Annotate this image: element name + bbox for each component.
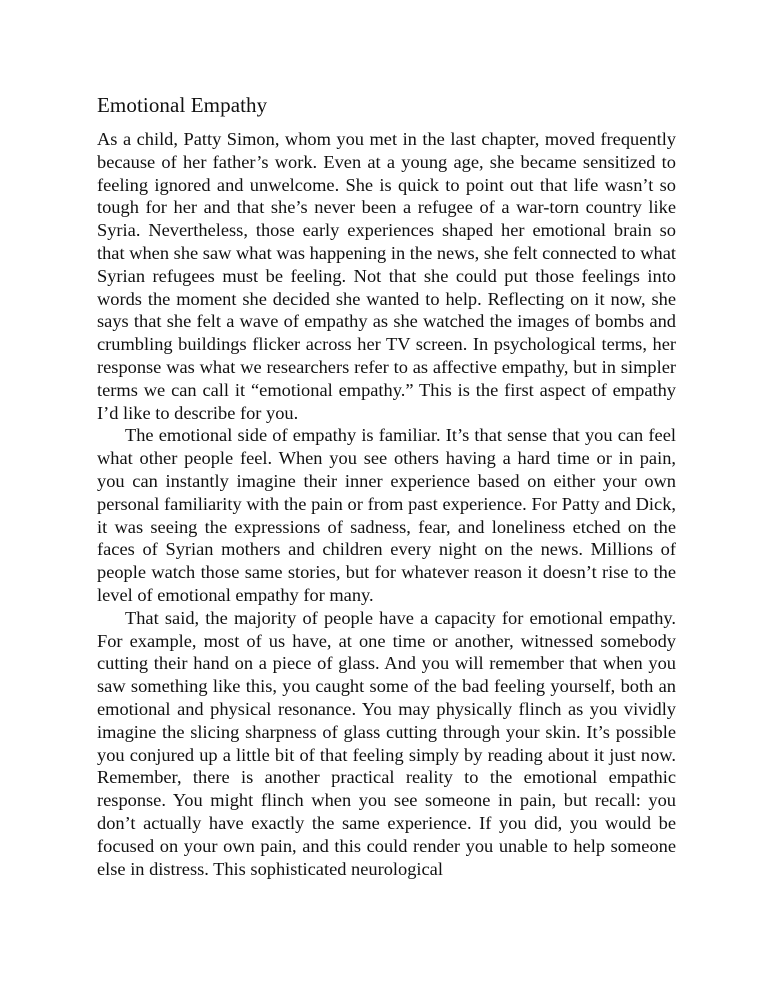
paragraph-2: The emotional side of empathy is familiar. It’s that sense that you can feel what other people feel. When you see others having a hard time or in pain, you can instantly imagine their inner experience based on either your own personal familiarity with the pain or from past experience. For Patty and Dick, it was seeing the expressions of sadness, fear, and loneliness etched on the faces of Syrian mothers and children every night on the news. Millions of people watch those same stories, but for whatever reason it doesn’t rise to the level of emotional empathy for many. <box>97 425 676 605</box>
paragraph-1: As a child, Patty Simon, whom you met in the last chapter, moved frequently because of her father’s work. Even at a young age, she became sensitized to feeling ignored and unwelcome. She is quick to point out that life wasn’t so tough for her and that she’s never been a refugee of a war-torn country like Syria. Nevertheless, those early experiences shaped her emotional brain so that when she saw what was happening in the news, she felt connected to what Syrian refugees must be feeling. Not that she could put those feelings into words the moment she decided she wanted to help. Reflecting on it now, she says that she felt a wave of empathy as she watched the images of bombs and crumbling buildings flicker across her TV screen. In psychological terms, her response was what we researchers refer to as affective empathy, but in simpler terms we can call it “emotional empathy.” This is the first aspect of empathy I’d like to describe for you. <box>97 129 676 423</box>
section-heading: Emotional Empathy <box>97 93 268 117</box>
paragraph-3: That said, the majority of people have a capacity for emotional empathy. For example, most of us have, at one time or another, witnessed somebody cutting their hand on a piece of glass. And you will remember that when you saw something like this, you caught some of the bad feeling yourself, both an emotional and physical resonance. You may physically flinch as you vividly imagine the slicing sharpness of glass cutting through your skin. It’s possible you conjured up a little bit of that feeling simply by reading about it just now. Remember, there is another practical reality to the emotional empathic response. You might flinch when you see someone in pain, but recall: you don’t actually have exactly the same experience. If you did, you would be focused on your own pain, and this could render you unable to help someone else in distress. This sophisticated neurological <box>97 607 676 879</box>
